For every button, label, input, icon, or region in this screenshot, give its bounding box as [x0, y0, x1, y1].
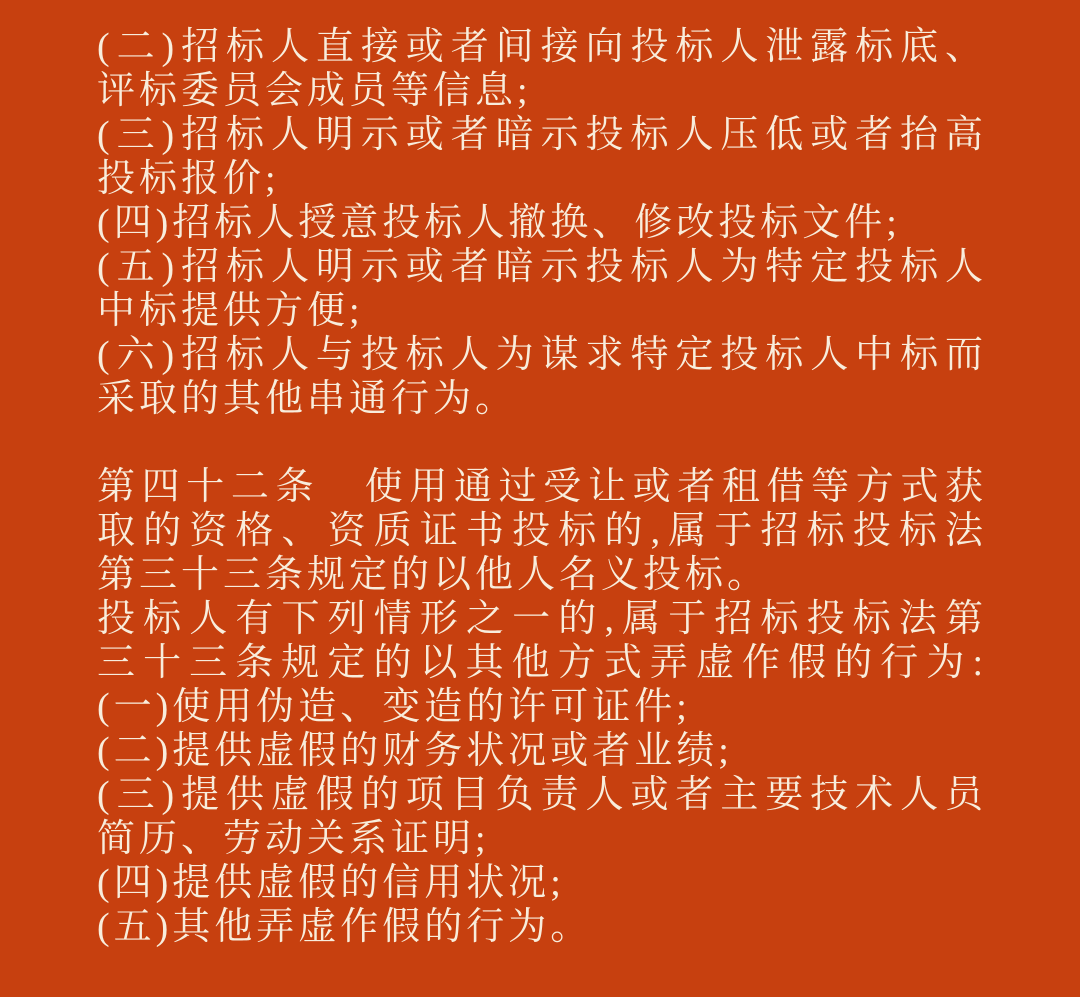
text-line-8: (六)招标人与投标人为谋求特定投标人中标而 [97, 334, 987, 376]
text-line-10: 第四十二条 使用通过受让或者租借等方式获 [97, 466, 987, 508]
text-line-4: 投标报价; [97, 158, 280, 200]
blank-line [97, 421, 987, 465]
text-line-9: 采取的其他串通行为。 [97, 378, 518, 420]
text-line-13: 投标人有下列情形之一的,属于招标投标法第 [97, 598, 987, 640]
text-line-19: (四)提供虚假的信用状况; [97, 862, 565, 904]
text-line-12: 第三十三条规定的以他人名义投标。 [97, 554, 770, 596]
text-line-18: 简历、劳动关系证明; [97, 818, 490, 860]
text-line-16: (二)提供虚假的财务状况或者业绩; [97, 730, 733, 772]
text-line-17: (三)提供虚假的项目负责人或者主要技术人员 [97, 774, 987, 816]
text-line-6: (五)招标人明示或者暗示投标人为特定投标人 [97, 246, 987, 288]
text-line-20: (五)其他弄虚作假的行为。 [97, 906, 593, 948]
text-line-14: 三十三条规定的以其他方式弄虚作假的行为: [97, 642, 987, 684]
text-line-1: (二)招标人直接或者间接向投标人泄露标底、 [97, 26, 987, 68]
text-line-2: 评标委员会成员等信息; [97, 70, 532, 112]
text-line-11: 取的资格、资质证书投标的,属于招标投标法 [97, 510, 987, 552]
text-line-3: (三)招标人明示或者暗示投标人压低或者抬高 [97, 114, 987, 156]
text-line-15: (一)使用伪造、变造的许可证件; [97, 686, 691, 728]
text-line-5: (四)招标人授意投标人撤换、修改投标文件; [97, 202, 901, 244]
text-line-7: 中标提供方便; [97, 290, 364, 332]
